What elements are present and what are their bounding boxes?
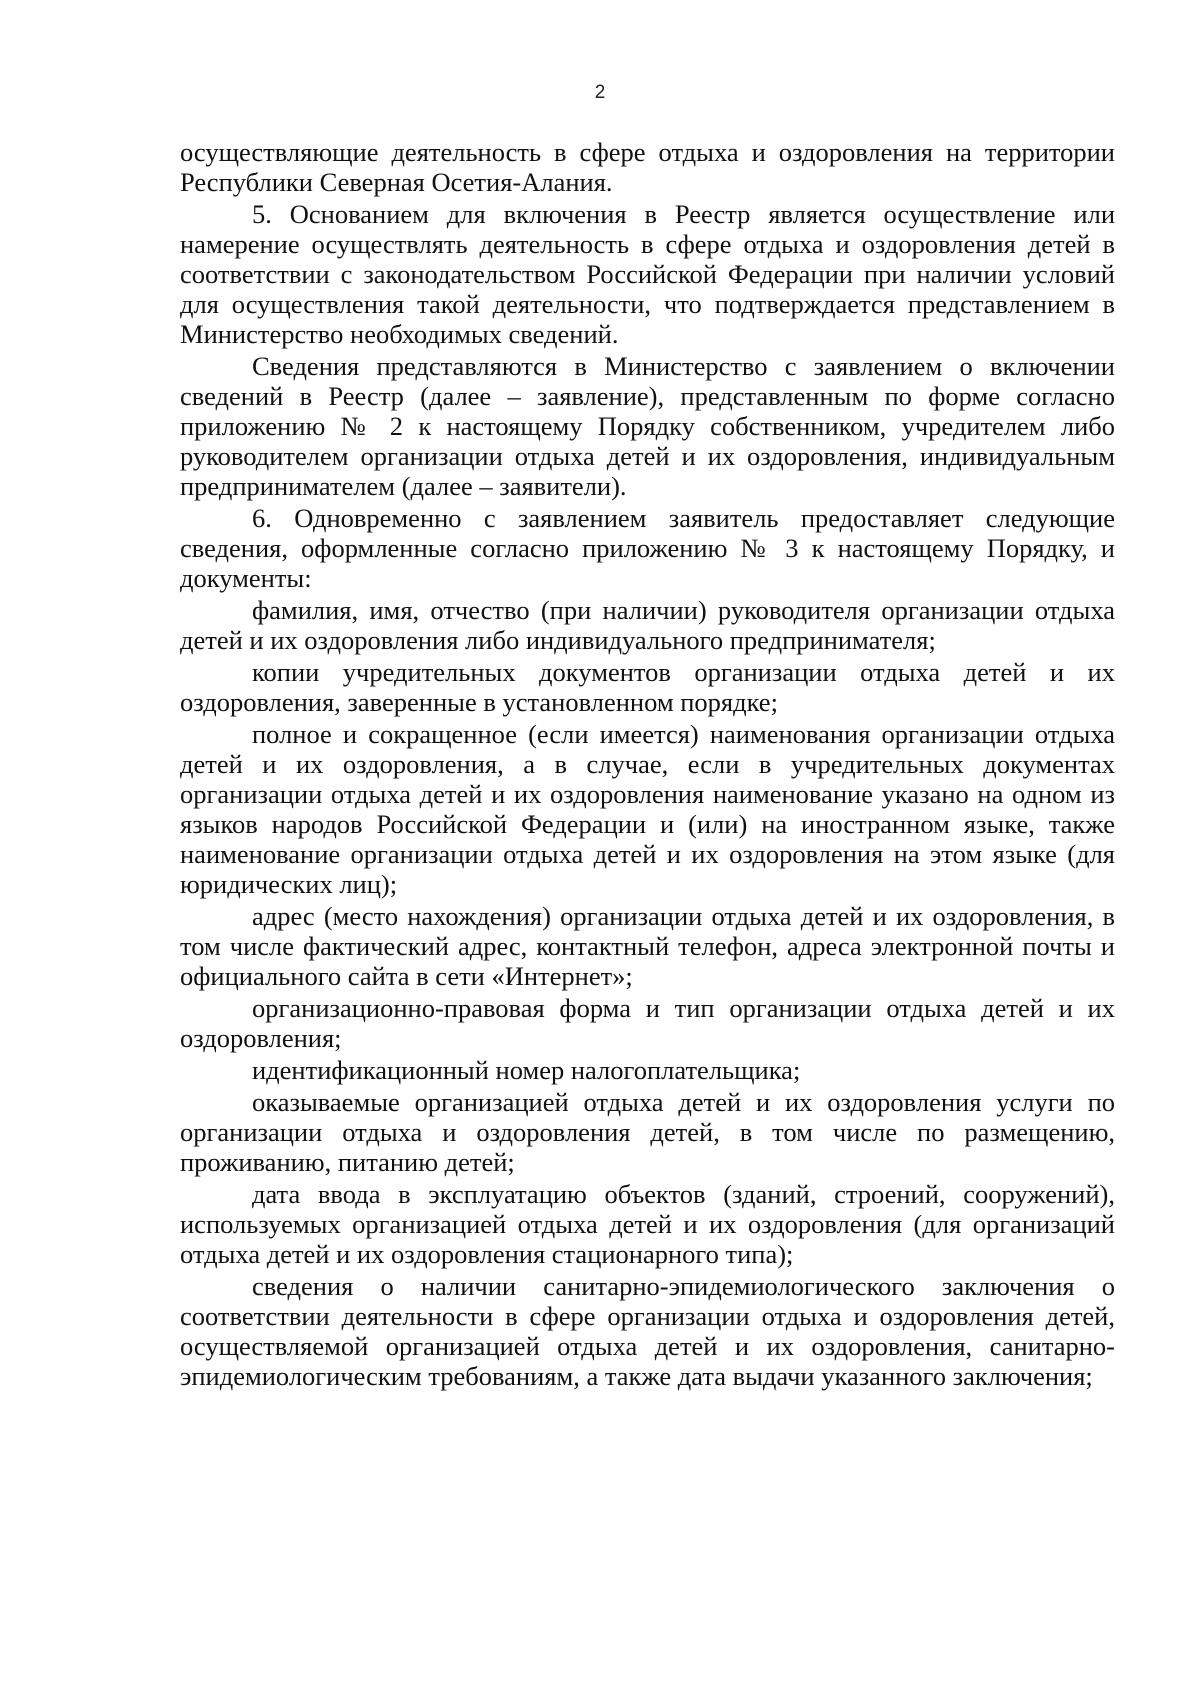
list-item-full-name: фамилия, имя, отчество (при наличии) руководителя организации отдыха детей и их оздоровления либо индивидуального предпринимателя; <box>180 595 1115 655</box>
list-item-address: адрес (место нахождения) организации отдыха детей и их оздоровления, в том числе фактический адрес, контактный телефон, адреса электронной почты и официального сайта в сети «Интернет»; <box>180 901 1115 991</box>
list-item-services: оказываемые организацией отдыха детей и их оздоровления услуги по организации отдыха и оздоровления детей, в том числе по размещению, проживанию, питанию детей; <box>180 1087 1115 1177</box>
list-item-sanitary-conclusion: сведения о наличии санитарно-эпидемиологического заключения о соответствии деятельности в сфере организации отдыха и оздоровления детей, осуществляемой организацией отдыха детей и их оздоровления, санитарно-эпидемиологическим требованиям, а также дата выдачи указанного заключения; <box>180 1271 1115 1391</box>
list-item-commissioning-date: дата ввода в эксплуатацию объектов (зданий, строений, сооружений), используемых организацией отдыха детей и их оздоровления (для организаций отдыха детей и их оздоровления стационарного типа); <box>180 1179 1115 1269</box>
paragraph-application-info: Сведения представляются в Министерство с заявлением о включении сведений в Реестр (далее – заявление), представленным по форме согласно приложению № 2 к настоящему Порядку собственником, учредителем либо руководителем организации отдыха детей и их оздоровления, индивидуальным предпринимателем (далее – заявители). <box>180 351 1115 501</box>
list-item-tax-number: идентификационный номер налогоплательщика; <box>252 1055 801 1085</box>
list-item-founding-documents: копии учредительных документов организации отдыха детей и их оздоровления, заверенные в установленном порядке; <box>180 657 1115 717</box>
paragraph-item-6: 6. Одновременно с заявлением заявитель предоставляет следующие сведения, оформленные согласно приложению № 3 к настоящему Порядку, и документы: <box>180 503 1115 593</box>
paragraph-item-5: 5. Основанием для включения в Реестр является осуществление или намерение осуществлять деятельность в сфере отдыха и оздоровления детей в соответствии с законодательством Российской Федерации при наличии условий для осуществления такой деятельности, что подтверждается представлением в Министерство необходимых сведений. <box>180 199 1115 349</box>
list-item-legal-form: организационно-правовая форма и тип организации отдыха детей и их оздоровления; <box>180 993 1115 1053</box>
page-number: 2 <box>594 82 606 103</box>
list-item-organization-name: полное и сокращенное (если имеется) наименования организации отдыха детей и их оздоровления, а в случае, если в учредительных документах организации отдыха детей и их оздоровления наименование указано на одном из языков народов Российской Федерации и (или) на иностранном языке, также наименование организации отдыха детей и их оздоровления на этом языке (для юридических лиц); <box>180 719 1115 899</box>
paragraph-continuation: осуществляющие деятельность в сфере отдыха и оздоровления на территории Республики Северная Осетия-Алания. <box>180 137 1115 197</box>
document-body <box>180 137 1115 1393</box>
